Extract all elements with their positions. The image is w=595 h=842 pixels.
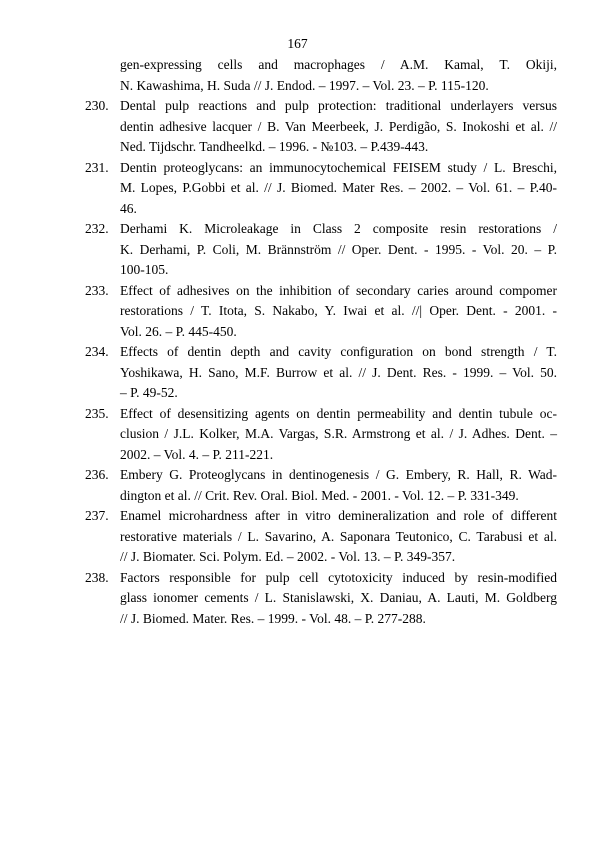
- reference-line: Factors responsible for pulp cell cytotoxicity induced by resin-modified: [120, 569, 557, 585]
- reference-number: 231.: [85, 159, 109, 175]
- reference-item: [0, 342, 595, 404]
- reference-number: 232.: [85, 221, 109, 236]
- reference-line: // J. Biomater. Sci. Polym. Ed. – 2002. - Vol. 13. – P. 349-357.: [120, 549, 456, 564]
- reference-number: 234.: [85, 344, 109, 359]
- reference-item: [0, 281, 595, 343]
- reference-number: 237.: [85, 508, 109, 523]
- reference-text: [120, 342, 557, 404]
- reference-item: [0, 55, 595, 96]
- reference-line: gen-expressing cells and macrophages / A.M. Kamal, T. Okiji,: [120, 57, 557, 72]
- reference-item: [0, 96, 595, 158]
- reference-item: [0, 404, 595, 466]
- reference-line: Ned. Tijdschr. Tandheelkd. – 1996. - №103. – P.439-443.: [120, 139, 429, 154]
- reference-line: dington et al. // Crit. Rev. Oral. Biol. Med. - 2001. - Vol. 12. – P. 331-349.: [120, 487, 519, 503]
- reference-line: Dentin proteoglycans: an immunocytochemical FEISEM study / L. Breschi,: [120, 159, 557, 175]
- reference-text: [120, 506, 557, 568]
- reference-line: clusion / J.L. Kolker, M.A. Vargas, S.R. Armstrong et al. / J. Adhes. Dent. –: [120, 426, 557, 441]
- reference-line: // J. Biomed. Mater. Res. – 1999. - Vol. 48. – P. 277-288.: [120, 610, 426, 626]
- reference-line: 46.: [120, 200, 137, 216]
- reference-number: 233.: [85, 282, 109, 298]
- reference-number: 238.: [85, 569, 109, 585]
- reference-line: restorations / T. Itota, S. Nakabo, Y. Iwai et al. //| Oper. Dent. - 2001. -: [120, 303, 557, 318]
- page-number: 167: [287, 36, 308, 51]
- reference-text: [120, 219, 557, 281]
- reference-line: glass ionomer cements / L. Stanislawski, X. Daniau, A. Lauti, M. Goldberg: [120, 590, 557, 605]
- reference-line: Enamel microhardness after in vitro demineralization and role of different: [120, 508, 557, 523]
- reference-line: Vol. 26. – P. 445-450.: [120, 323, 237, 339]
- reference-number: 235.: [85, 405, 109, 421]
- reference-text: [120, 281, 557, 343]
- reference-line: Derhami K. Microleakage in Class 2 composite resin restorations /: [120, 221, 557, 236]
- reference-line: Embery G. Proteoglycans in dentinogenesis / G. Embery, R. Hall, R. Wad-: [120, 467, 557, 482]
- reference-item: [0, 465, 595, 506]
- reference-line: restorative materials / L. Savarino, A. Saponara Teutonico, C. Tarabusi et al.: [120, 528, 557, 544]
- reference-line: M. Lopes, P.Gobbi et al. // J. Biomed. Mater Res. – 2002. – Vol. 61. – P.40-: [120, 180, 557, 195]
- reference-text: [120, 568, 557, 630]
- reference-item: [0, 506, 595, 568]
- reference-line: Effects of dentin depth and cavity configuration on bond strength / T.: [120, 344, 557, 359]
- reference-line: dentin adhesive lacquer / B. Van Meerbeek, J. Perdigão, S. Inokoshi et al. //: [120, 118, 557, 134]
- reference-item: [0, 568, 595, 630]
- reference-line: 100-105.: [120, 262, 169, 277]
- reference-line: 2002. – Vol. 4. – P. 211-221.: [120, 446, 274, 462]
- reference-text: [120, 55, 557, 96]
- reference-text: [120, 96, 557, 158]
- reference-text: [120, 158, 557, 220]
- reference-line: – P. 49-52.: [120, 385, 178, 400]
- reference-line: Yoshikawa, H. Sano, M.F. Burrow et al. // J. Dent. Res. - 1999. – Vol. 50.: [120, 364, 557, 380]
- reference-line: Effect of desensitizing agents on dentin permeability and dentin tubule oc-: [120, 405, 557, 421]
- reference-line: Effect of adhesives on the inhibition of secondary caries around compomer: [120, 282, 557, 298]
- reference-line: Dental pulp reactions and pulp protection: traditional underlayers versus: [120, 98, 557, 113]
- reference-number: 230.: [85, 98, 109, 113]
- reference-text: [120, 465, 557, 506]
- reference-line: K. Derhami, P. Coli, M. Brännström // Oper. Dent. - 1995. - Vol. 20. – P.: [120, 241, 557, 257]
- reference-text: [120, 404, 557, 466]
- reference-item: [0, 219, 595, 281]
- reference-list: [0, 55, 595, 629]
- reference-line: N. Kawashima, H. Suda // J. Endod. – 1997. – Vol. 23. – P. 115-120.: [120, 77, 489, 93]
- reference-item: [0, 158, 595, 220]
- reference-number: 236.: [85, 467, 109, 482]
